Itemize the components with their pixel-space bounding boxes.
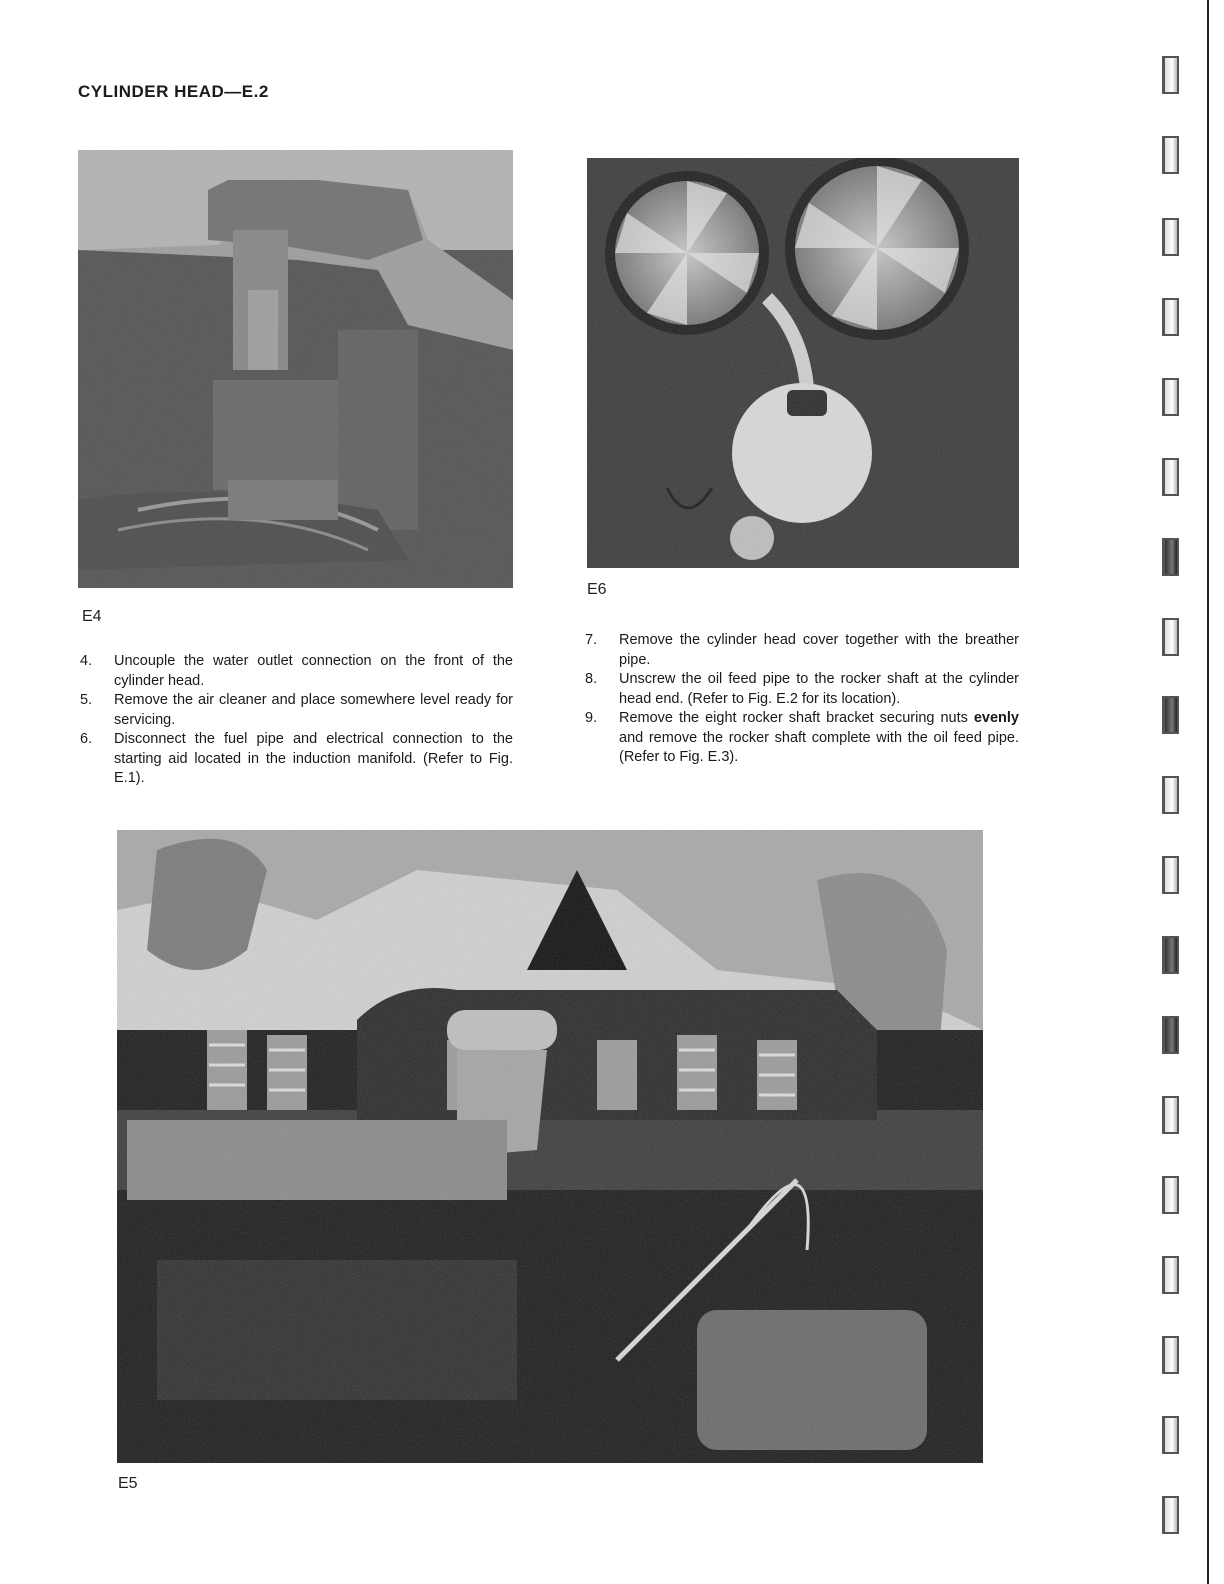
step-text: Disconnect the fuel pipe and electrical connection to the starting aid located in the induction manifold. (Refer to Fig. E.1). bbox=[114, 731, 513, 786]
step-number: 8. bbox=[585, 671, 598, 687]
binder-hole bbox=[1162, 56, 1179, 94]
step-number: 6. bbox=[80, 731, 93, 747]
page-edge bbox=[1207, 0, 1209, 1584]
page-title: CYLINDER HEAD—E.2 bbox=[78, 82, 269, 101]
step-text: Uncouple the water outlet connection on the front of the cylinder head. bbox=[114, 653, 513, 689]
step-text-emphasis: evenly bbox=[973, 710, 1019, 726]
binder-hole bbox=[1162, 1096, 1179, 1134]
binder-hole bbox=[1162, 1256, 1179, 1294]
binder-hole bbox=[1162, 298, 1179, 336]
binder-hole bbox=[1162, 218, 1179, 256]
binder-hole bbox=[1162, 696, 1179, 734]
steps-list-left bbox=[80, 652, 513, 789]
list-item bbox=[585, 709, 1019, 768]
step-text-part: Remove the eight rocker shaft bracket securing nuts bbox=[619, 710, 974, 726]
step-number: 5. bbox=[80, 692, 93, 708]
binder-hole bbox=[1162, 936, 1179, 974]
binder-holes bbox=[1152, 40, 1192, 1580]
figure-e5-photo bbox=[117, 830, 983, 1463]
binder-hole bbox=[1162, 136, 1179, 174]
figure-e6-photo bbox=[587, 158, 1019, 568]
binder-hole bbox=[1162, 856, 1179, 894]
binder-hole bbox=[1162, 1176, 1179, 1214]
steps-list-right bbox=[585, 631, 1019, 768]
list-item bbox=[80, 730, 513, 789]
figure-e4-caption: E4 bbox=[82, 608, 102, 625]
step-number: 4. bbox=[80, 653, 93, 669]
list-item bbox=[80, 691, 513, 730]
step-number: 9. bbox=[585, 710, 598, 726]
binder-hole bbox=[1162, 458, 1179, 496]
figure-e5-caption: E5 bbox=[118, 1475, 138, 1492]
step-text: Remove the air cleaner and place somewhere level ready for servicing. bbox=[114, 692, 513, 728]
step-text bbox=[619, 710, 1019, 765]
step-text: Unscrew the oil feed pipe to the rocker shaft at the cylinder head end. (Refer to Fig. E.2 for its location). bbox=[619, 671, 1019, 707]
figure-e4-photo bbox=[78, 150, 513, 588]
binder-hole bbox=[1162, 776, 1179, 814]
binder-hole bbox=[1162, 1496, 1179, 1534]
binder-hole bbox=[1162, 1416, 1179, 1454]
binder-hole bbox=[1162, 1016, 1179, 1054]
binder-hole bbox=[1162, 538, 1179, 576]
figure-e6-caption: E6 bbox=[587, 581, 607, 598]
step-number: 7. bbox=[585, 632, 598, 648]
step-text: Remove the cylinder head cover together with the breather pipe. bbox=[619, 632, 1019, 668]
step-text-part: and remove the rocker shaft complete with the oil feed pipe. (Refer to Fig. E.3). bbox=[619, 729, 1019, 765]
binder-hole bbox=[1162, 378, 1179, 416]
list-item bbox=[585, 631, 1019, 670]
list-item bbox=[80, 652, 513, 691]
binder-hole bbox=[1162, 1336, 1179, 1374]
list-item bbox=[585, 670, 1019, 709]
binder-hole bbox=[1162, 618, 1179, 656]
